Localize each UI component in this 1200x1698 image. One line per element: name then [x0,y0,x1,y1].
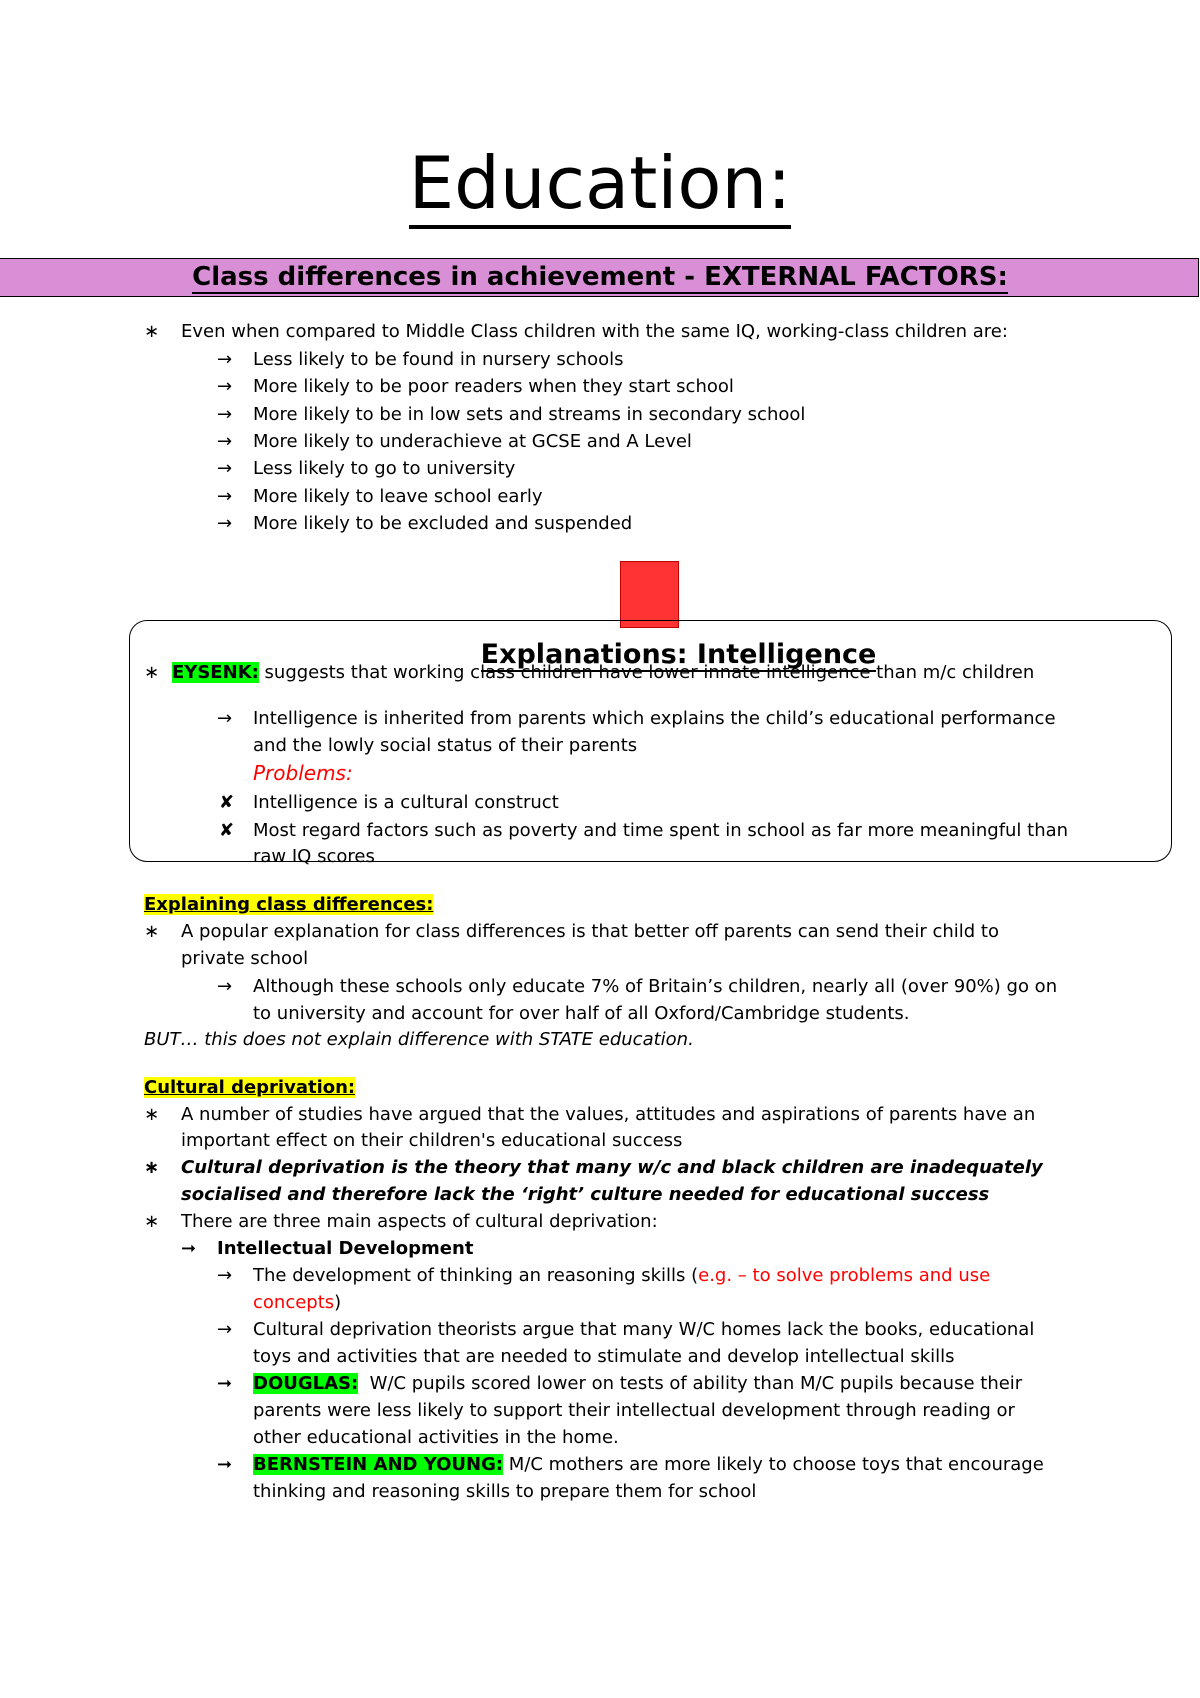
intro-text: Even when compared to Middle Class children with the same IQ, working-class children are: [181,321,1008,342]
thick-arrow-icon: ➞ [181,1238,197,1259]
but-note: BUT… this does not explain difference with STATE education. [144,1029,694,1050]
arrow-icon: → [217,376,233,397]
arrow-icon: → [217,1265,233,1286]
arrow-icon: → [217,404,233,425]
intro-list-item: More likely to underachieve at GCSE and A Level [253,431,692,452]
bullet-icon: ∗ [144,1211,160,1232]
intro-list-item: Less likely to go to university [253,458,516,479]
cultural-heading-text: Cultural deprivation: [144,1077,356,1098]
dev-example-end: concepts [253,1292,335,1313]
dev-line-2 [253,1289,341,1316]
arrow-icon: → [217,513,233,534]
thick-arrow-icon: ➞ [217,1454,233,1475]
bernstein-line-1 [253,1451,1044,1478]
dev-example-text: e.g. – to solve problems and use [698,1265,991,1286]
douglas-line-2: parents were less likely to support their intellectual development through reading or [253,1400,1015,1421]
dev-paren: ) [334,1292,342,1313]
cultural-p1-line-1: A number of studies have argued that the values, attitudes and aspirations of parents have an [181,1104,1036,1125]
dev-line-1 [253,1262,990,1289]
cultural-p2-line-2: socialised and therefore lack the ‘right’ culture needed for educational success [181,1184,990,1205]
bullet-icon: ∗ [144,1157,160,1178]
bullet-icon: ∗ [144,1104,160,1125]
bullet-icon: ∗ [144,921,160,942]
cultural-p1-line-2: important effect on their children's educational success [181,1130,683,1151]
thick-arrow-icon: ➞ [217,1373,233,1394]
intro-list-item: Less likely to be found in nursery schools [253,349,624,370]
theorists-line-2: toys and activities that are needed to stimulate and develop intellectual skills [253,1346,955,1367]
explaining-heading-text: Explaining class differences: [144,894,434,915]
arrow-icon: → [217,431,233,452]
douglas-line-1 [253,1370,1022,1397]
bernstein-text: M/C mothers are more likely to choose toys that encourage [503,1454,1044,1475]
problems-label: Problems: [253,761,353,785]
bernstein-label: BERNSTEIN AND YOUNG: [253,1454,504,1475]
cultural-p2-line-1: Cultural deprivation is the theory that many w/c and black children are inadequately [181,1157,1043,1178]
douglas-label: DOUGLAS: [253,1373,359,1394]
theorists-line-1: Cultural deprivation theorists argue that many W/C homes lack the books, educational [253,1319,1035,1340]
arrow-icon: → [217,1319,233,1340]
inherit-line-2: and the lowly social status of their parents [253,735,638,756]
explaining-line-2: private school [181,948,309,969]
douglas-line-3: other educational activities in the home. [253,1427,619,1448]
red-square-shape [620,561,679,628]
dev-line-1-text: The development of thinking an reasoning skills ( [253,1265,699,1286]
section-band-text: Class differences in achievement - EXTERNAL FACTORS: [192,262,1008,292]
intro-list-item: More likely to be excluded and suspended [253,513,633,534]
eysenk-label: EYSENK: [172,662,259,683]
page-title-text: Education: [409,141,792,229]
cultural-heading [144,1074,355,1101]
arrow-icon: → [217,458,233,479]
page-title [0,140,1200,226]
explaining-heading [144,891,433,918]
bullet-icon: ∗ [144,662,160,683]
aspect-1: Intellectual Development [217,1238,474,1259]
explaining-sub-line-2: to university and account for over half of all Oxford/Cambridge students. [253,1003,910,1024]
bernstein-line-2: thinking and reasoning skills to prepare them for school [253,1481,757,1502]
arrow-icon: → [217,349,233,370]
intro-list-item: More likely to leave school early [253,486,543,507]
eysenk-text: suggests that working class children have lower innate intelligence than m/c children [258,662,1035,683]
douglas-text: W/C pupils scored lower on tests of ability than M/C pupils because their [358,1373,1023,1394]
problem-2-line-2: raw IQ scores [253,846,375,867]
cross-icon: ✘ [219,820,235,841]
intro-list-item: More likely to be poor readers when they start school [253,376,734,397]
explaining-sub-line-1: Although these schools only educate 7% of Britain’s children, nearly all (over 90%) go on [253,976,1058,997]
bullet-icon: ∗ [144,321,160,342]
inherit-line-1: Intelligence is inherited from parents which explains the child’s educational performance [253,708,1056,729]
arrow-icon: → [217,708,233,729]
eysenk-line [172,659,1034,686]
section-band [0,258,1199,297]
problem-2-line-1: Most regard factors such as poverty and time spent in school as far more meaningful than [253,820,1069,841]
arrow-icon: → [217,486,233,507]
intro-list-item: More likely to be in low sets and streams in secondary school [253,404,806,425]
intelligence-heading-text: Explanations: Intelligence [480,639,877,670]
problem-1: Intelligence is a cultural construct [253,792,559,813]
cross-icon: ✘ [219,792,235,813]
explaining-line-1: A popular explanation for class differences is that better off parents can send their child to [181,921,999,942]
arrow-icon: → [217,976,233,997]
cultural-p3: There are three main aspects of cultural deprivation: [181,1211,658,1232]
section-band-heading [0,262,1200,292]
